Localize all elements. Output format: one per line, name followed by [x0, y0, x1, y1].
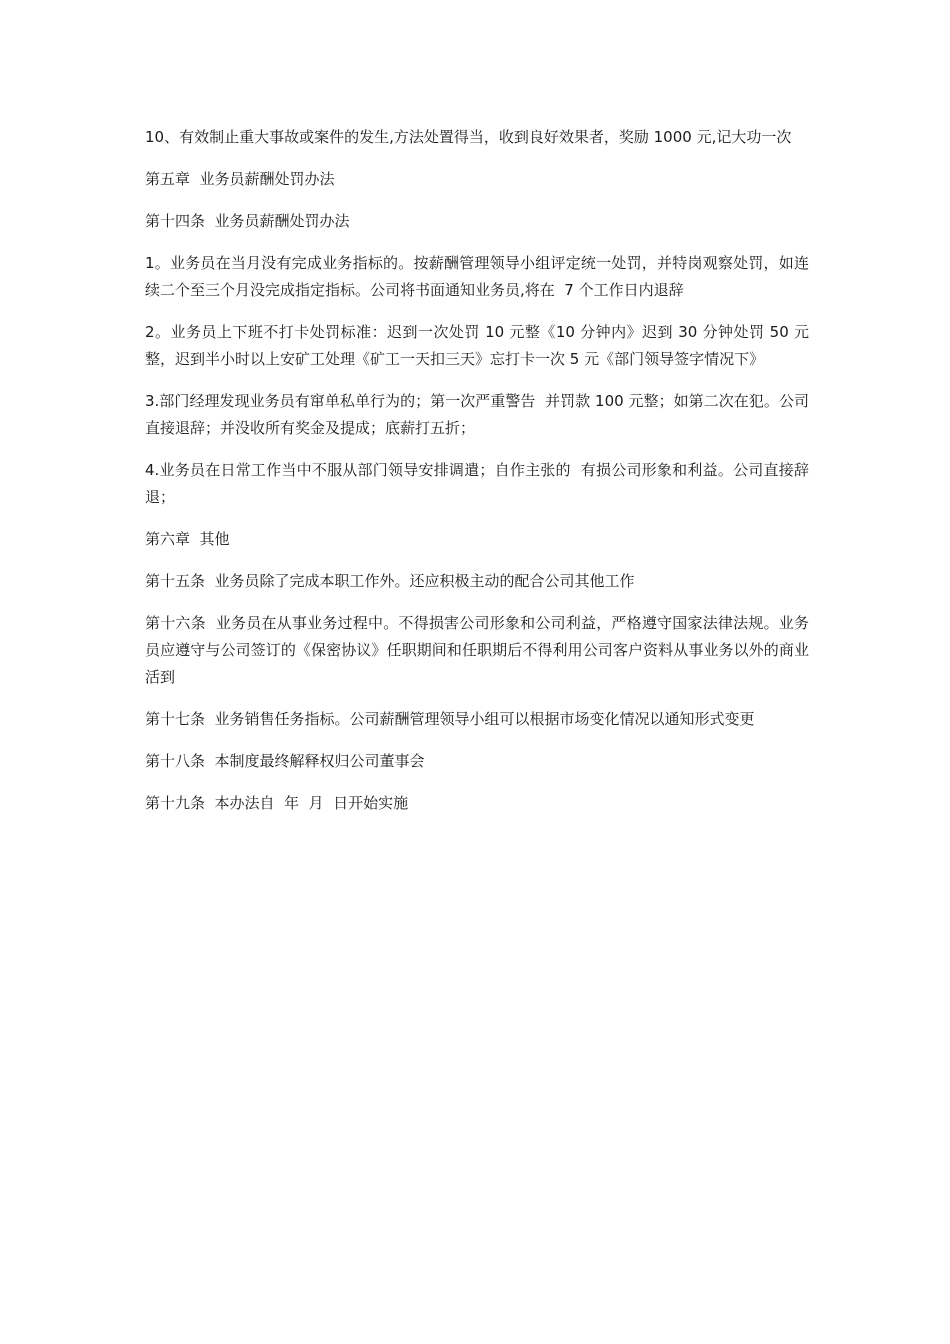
article-19: 第十九条 本办法自 年 月 日开始实施: [145, 794, 409, 812]
article-15: 第十五条 业务员除了完成本职工作外。还应积极主动的配合公司其他工作: [145, 572, 635, 590]
article-14-heading: 第十四条 业务员薪酬处罚办法: [145, 212, 350, 230]
article-16: 第十六条 业务员在从事业务过程中。不得损害公司形象和公司利益，严格遵守国家法律法规。业务员应遵守与公司签订的《保密协议》任职期间和任职期后不得利用公司客户资料从事业务以外的商业活到: [145, 614, 809, 686]
article-18: 第十八条 本制度最终解释权归公司董事会: [145, 752, 425, 770]
chapter-6-heading: 第六章 其他: [145, 530, 230, 548]
penalty-item-3: 3.部门经理发现业务员有窜单私单行为的；第一次严重警告 并罚款 100 元整；如第二次在犯。公司直接退辞；并没收所有奖金及提成；底薪打五折；: [145, 392, 809, 437]
penalty-item-2: 2。业务员上下班不打卡处罚标准：迟到一次处罚 10 元整《10 分钟内》迟到 30 分钟处罚 50 元整，迟到半小时以上安矿工处理《矿工一天扣三天》忘打卡一次 5 元《部门领导签字情况下》: [145, 323, 809, 368]
article-17: 第十七条 业务销售任务指标。公司薪酬管理领导小组可以根据市场变化情况以通知形式变更: [145, 710, 755, 728]
document-body: [145, 124, 809, 832]
penalty-item-1: 1。业务员在当月没有完成业务指标的。按薪酬管理领导小组评定统一处罚，并特岗观察处罚，如连续二个至三个月没完成指定指标。公司将书面通知业务员,将在 7 个工作日内退辞: [145, 254, 809, 299]
penalty-item-4: 4.业务员在日常工作当中不服从部门领导安排调遣；自作主张的 有损公司形象和利益。公司直接辞退；: [145, 461, 809, 506]
reward-item-10: 10、有效制止重大事故或案件的发生,方法处置得当，收到良好效果者，奖励 1000 元,记大功一次: [145, 128, 792, 146]
chapter-5-heading: 第五章 业务员薪酬处罚办法: [145, 170, 335, 188]
